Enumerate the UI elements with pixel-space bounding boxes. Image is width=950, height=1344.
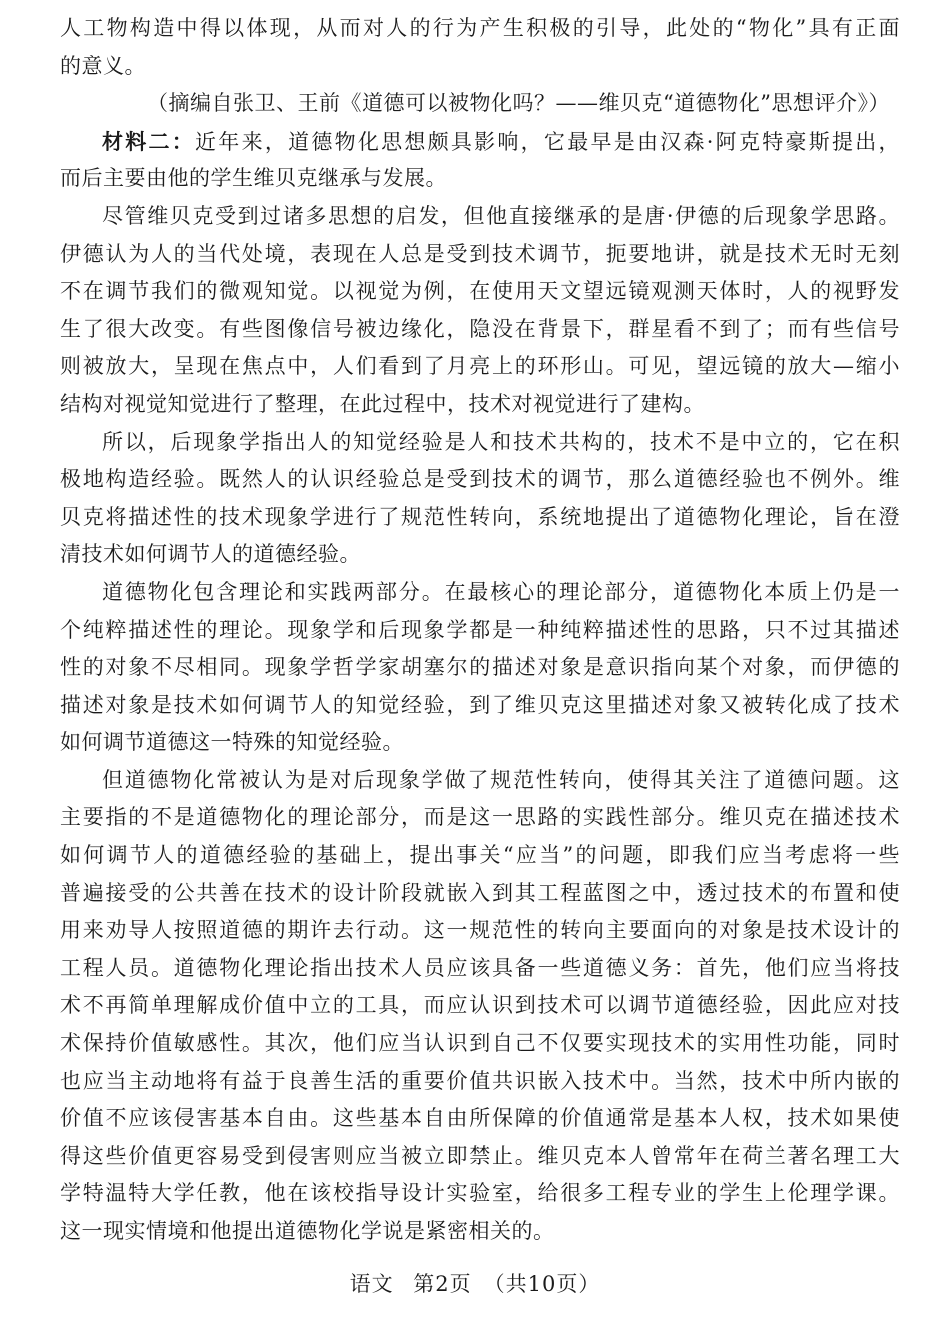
text-line: 主要指的不是道德物化的理论部分，而是这一思路的实践性部分。维贝克在描述技术: [60, 805, 900, 830]
material-intro-line: [60, 123, 900, 161]
text-line: 人工物构造中得以体现，从而对人的行为产生积极的引导，此处的“物化”具有正面: [60, 16, 900, 40]
text-line: 描述对象是技术如何调节人的知觉经验，到了维贝克这里描述对象又被转化成了技术: [60, 692, 900, 717]
text-line: 道德物化包含理论和实践两部分。在最核心的理论部分，道德物化本质上仍是一: [102, 579, 900, 604]
text-line: 伊德认为人的当代处境，表现在人总是受到技术调节，扼要地讲，就是技术无时无刻: [60, 241, 900, 266]
text-line: 不在调节我们的微观知觉。以视觉为例，在使用天文望远镜观测天体时，人的视野发: [60, 279, 900, 304]
text-line: 这一现实情境和他提出道德物化学说是紧密相关的。: [60, 1219, 555, 1243]
text-line: 如何调节道德这一特殊的知觉经验。: [60, 730, 404, 755]
document-page: [60, 10, 900, 1251]
text-line: 个纯粹描述性的理论。现象学和后现象学都是一种纯粹描述性的思路，只不过其描述: [60, 617, 900, 642]
text-line: 的意义。: [60, 53, 146, 78]
text-line: 术保持价值敏感性。其次，他们应当认识到自己不仅要实现技术的实用性功能，同时: [60, 1031, 900, 1056]
text-line: 价值不应该侵害基本自由。这些基本自由所保障的价值通常是基本人权，技术如果使: [60, 1106, 900, 1131]
footer-total-pages: （共10页）: [483, 1272, 601, 1296]
text-line: 近年来，道德物化思想颇具影响，它最早是由汉森·阿克特豪斯提出，: [195, 129, 900, 154]
text-line: 而后主要由他的学生维贝克继承与发展。: [60, 166, 447, 191]
text-line: 所以，后现象学指出人的知觉经验是人和技术共构的，技术不是中立的，它在积: [102, 429, 900, 454]
text-line: 生了很大改变。有些图像信号被边缘化，隐没在背景下，群星看不到了；而有些信号: [60, 316, 900, 341]
text-line: 结构对视觉知觉进行了整理，在此过程中，技术对视觉进行了建构。: [60, 391, 705, 416]
text-line: 尽管维贝克受到过诸多思想的启发，但他直接继承的是唐·伊德的后现象学思路。: [102, 203, 900, 228]
text-line: 极地构造经验。既然人的认识经验总是受到技术的调节，那么道德经验也不例外。维: [60, 467, 900, 492]
text-line: 普遍接受的公共善在技术的设计阶段就嵌入到其工程蓝图之中，透过技术的布置和使: [60, 880, 900, 905]
footer-page-number: 第2页: [413, 1272, 472, 1296]
text-line: 则被放大，呈现在焦点中，人们看到了月亮上的环形山。可见，望远镜的放大—缩小: [60, 354, 900, 379]
text-line: 得这些价值更容易受到侵害则应当被立即禁止。维贝克本人曾常年在荷兰著名理工大: [60, 1143, 900, 1168]
text-line: 术不再简单理解成价值中立的工具，而应认识到技术可以调节道德经验，因此应对技: [60, 993, 900, 1018]
footer-subject: 语文: [349, 1272, 394, 1296]
page-footer: [0, 1268, 950, 1298]
text-line: 但道德物化常被认为是对后现象学做了规范性转向，使得其关注了道德问题。这: [102, 767, 900, 792]
text-line: 学特温特大学任教，他在该校指导设计实验室，给很多工程专业的学生上伦理学课。: [60, 1181, 900, 1206]
citation: （摘编自张卫、王前《道德可以被物化吗？——维贝克“道德物化”思想评介》）: [147, 91, 890, 116]
text-line: 用来劝导人按照道德的期许去行动。这一规范性的转向主要面向的对象是技术设计的: [60, 918, 900, 943]
material-label: 材料二：: [102, 128, 196, 154]
text-line: 清技术如何调节人的道德经验。: [60, 542, 361, 567]
text-line: 性的对象不尽相同。现象学哲学家胡塞尔的描述对象是意识指向某个对象，而伊德的: [60, 655, 900, 680]
text-line: 如何调节人的道德经验的基础上，提出事关“应当”的问题，即我们应当考虑将一些: [60, 843, 900, 868]
text-line: 工程人员。道德物化理论指出技术人员应该具备一些道德义务：首先，他们应当将技: [60, 955, 900, 980]
text-line: 贝克将描述性的技术现象学进行了规范性转向，系统地提出了道德物化理论，旨在澄: [60, 504, 900, 529]
text-line: 也应当主动地将有益于良善生活的重要价值共识嵌入技术中。当然，技术中所内嵌的: [60, 1068, 900, 1093]
